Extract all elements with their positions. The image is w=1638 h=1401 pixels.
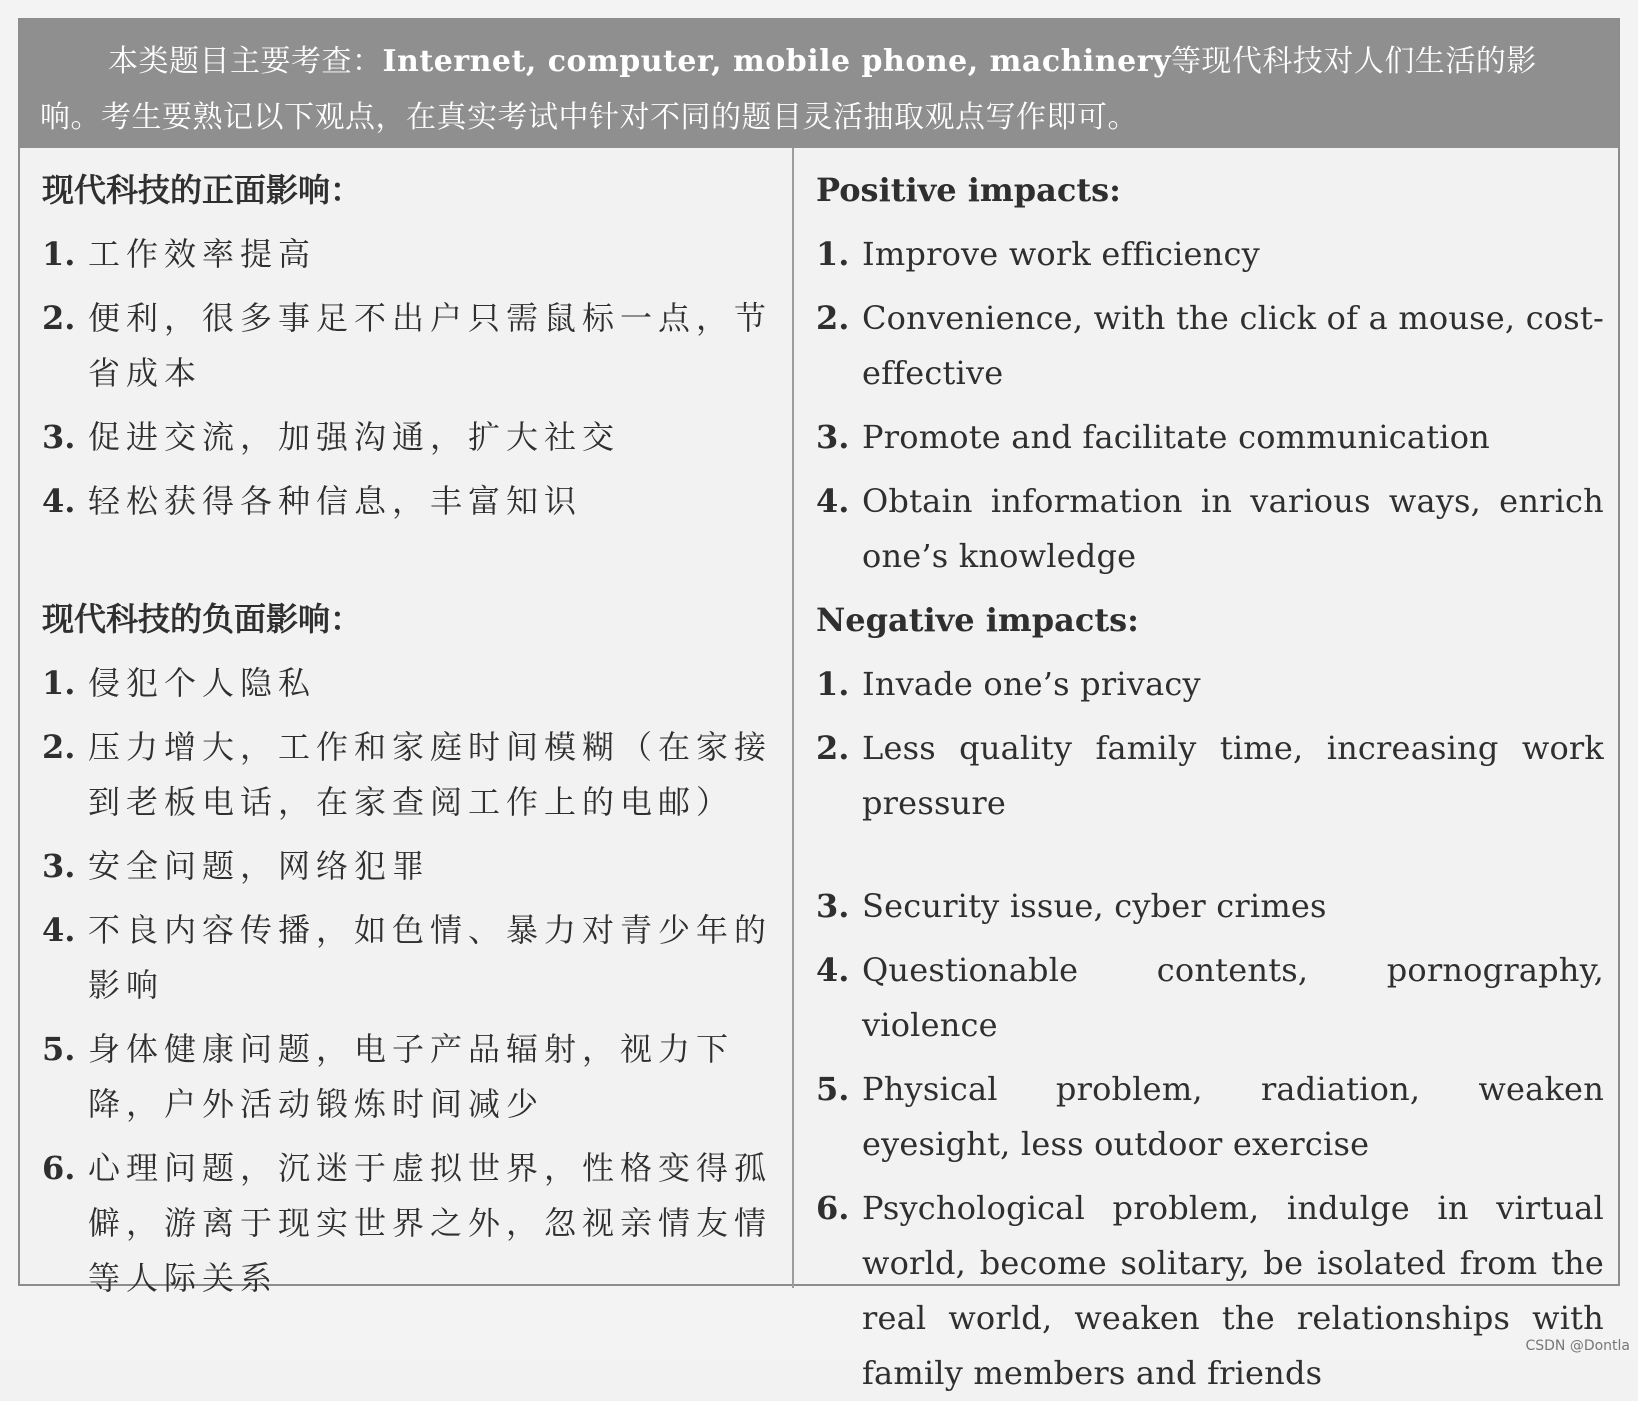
item-number: 3. [816, 887, 850, 925]
item-number: 3. [42, 847, 76, 885]
item-text: Physical problem, radiation, weaken eyesight, less outdoor exercise [862, 1070, 1604, 1163]
list-item [42, 227, 784, 282]
list-item [816, 879, 1604, 934]
item-text: 安全问题，网络犯罪 [88, 847, 431, 885]
item-number: 4. [816, 951, 850, 989]
list-item [42, 1022, 784, 1132]
list-item [42, 410, 784, 465]
item-number: 6. [42, 1149, 76, 1187]
list-item [816, 721, 1604, 831]
item-text: Less quality family time, increasing work pressure [862, 729, 1604, 822]
list-item [816, 1062, 1604, 1172]
item-number: 2. [42, 728, 76, 766]
intro-line-2: 响。考生要熟记以下观点，在真实考试中针对不同的题目灵活抽取观点写作即可。 [40, 100, 1138, 135]
item-number: 2. [816, 299, 850, 337]
item-number: 1. [816, 235, 850, 273]
item-text: 工作效率提高 [88, 235, 317, 273]
item-number: 4. [816, 482, 850, 520]
list-item [816, 943, 1604, 1053]
negative-title-en: Negative impacts: [816, 601, 1139, 639]
item-text: Invade one’s privacy [862, 665, 1201, 703]
list-item [816, 410, 1604, 465]
list-item [816, 227, 1604, 282]
item-text: Questionable contents, pornography, violence [862, 951, 1604, 1044]
intro-prefix: 本类题目主要考查： [108, 44, 383, 79]
item-text: 压力增大，工作和家庭时间模糊（在家接到老板电话，在家查阅工作上的电邮） [88, 728, 773, 821]
list-item [42, 291, 784, 401]
item-text: 促进交流，加强沟通，扩大社交 [88, 418, 621, 456]
item-number: 5. [42, 1030, 76, 1068]
item-number: 5. [816, 1070, 850, 1108]
item-number: 3. [42, 418, 76, 456]
list-item [816, 291, 1604, 401]
chinese-column [42, 163, 784, 1297]
item-number: 2. [816, 729, 850, 767]
item-text: Obtain information in various ways, enrich one’s knowledge [862, 482, 1604, 575]
intro-line-1 [40, 34, 1598, 90]
list-item [816, 1181, 1604, 1401]
item-text: Psychological problem, indulge in virtual world, become solitary, be isolated from the real world, weaken the relationships with family members and friends [862, 1189, 1604, 1392]
item-text: 侵犯个人隐私 [88, 664, 317, 702]
item-text: 不良内容传播，如色情、暴力对青少年的影响 [88, 911, 773, 1004]
list-item [816, 474, 1604, 584]
list-item [42, 656, 784, 711]
negative-title-cn: 现代科技的负面影响： [42, 600, 363, 638]
item-text: Improve work efficiency [862, 235, 1260, 273]
list-item [42, 1141, 784, 1306]
item-number: 1. [42, 664, 76, 702]
item-number: 4. [42, 482, 76, 520]
positive-title-cn: 现代科技的正面影响： [42, 171, 363, 209]
item-text: 轻松获得各种信息，丰富知识 [88, 482, 583, 520]
item-number: 4. [42, 911, 76, 949]
item-text: Security issue, cyber crimes [862, 887, 1327, 925]
list-item [816, 657, 1604, 712]
item-text: 便利，很多事足不出户只需鼠标一点，节省成本 [88, 299, 773, 392]
item-number: 2. [42, 299, 76, 337]
list-item [42, 903, 784, 1013]
item-text: 心理问题，沉迷于虚拟世界，性格变得孤僻，游离于现实世界之外，忽视亲情友情等人际关系 [88, 1149, 773, 1297]
source-watermark: CSDN @Dontla [1525, 1338, 1630, 1354]
column-divider [792, 148, 794, 1288]
item-number: 1. [42, 235, 76, 273]
item-text: Promote and facilitate communication [862, 418, 1490, 456]
item-number: 3. [816, 418, 850, 456]
item-text: 身体健康问题，电子产品辐射，视力下降，户外活动锻炼时间减少 [88, 1030, 735, 1123]
positive-title-en: Positive impacts: [816, 171, 1121, 209]
list-item [42, 720, 784, 830]
list-item [42, 839, 784, 894]
intro-banner [20, 20, 1618, 148]
intro-suffix: 等现代科技对人们生活的影 [1170, 44, 1537, 79]
list-item [42, 474, 784, 529]
intro-latin-terms: Internet, computer, mobile phone, machinery [382, 44, 1171, 79]
item-number: 6. [816, 1189, 850, 1227]
item-text: Convenience, with the click of a mouse, cost-effective [862, 299, 1604, 392]
item-number: 1. [816, 665, 850, 703]
